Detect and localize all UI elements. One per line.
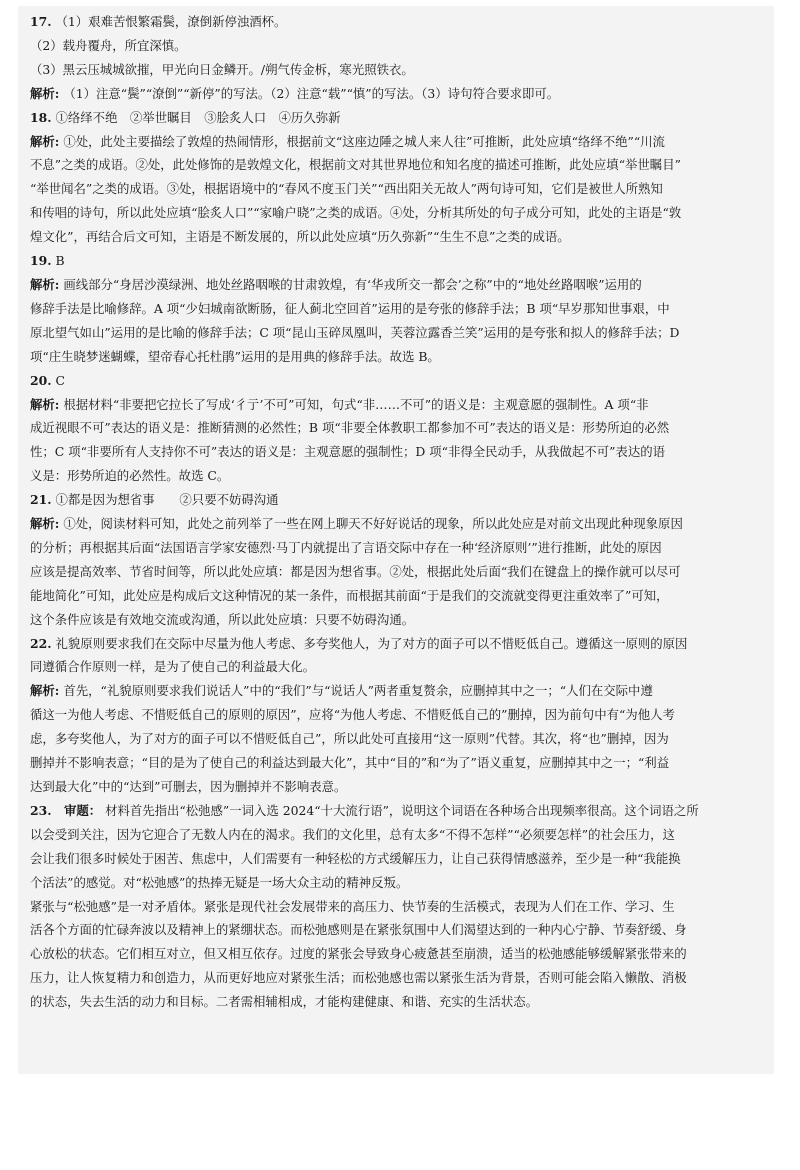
text-line bbox=[30, 488, 762, 512]
line-text: C bbox=[55, 372, 65, 388]
line-text: 压力，让人恢复精力和创造力，从而更好地应对紧张生活；而松弛感也需以紧张生活为背景，否则可能会陷入懒散、消极 bbox=[30, 970, 687, 986]
bold-label: 解析: bbox=[30, 85, 60, 101]
bold-label: 20. bbox=[30, 372, 52, 388]
line-text: ①处，此处主要描绘了敦煌的热闹情形，根据前文“这座边陲之城人来人往”可推断，此处应填“络绎不绝”“川流 bbox=[63, 133, 665, 149]
line-text: ①络绎不绝 ②举世瞩目 ③脍炙人口 ④历久弥新 bbox=[55, 109, 341, 125]
text-line bbox=[30, 799, 762, 823]
answer-sheet bbox=[18, 6, 774, 1074]
bold-label: 18. bbox=[30, 109, 52, 125]
text-line bbox=[30, 297, 762, 321]
bold-label: 17. bbox=[30, 14, 52, 29]
line-text: ①处，阅读材料可知，此处之前列举了一些在网上聊天不好好说话的现象，所以此处应是对前文出现此种现象原因 bbox=[63, 516, 683, 532]
text-line bbox=[30, 560, 762, 584]
text-line bbox=[30, 369, 762, 393]
text-line bbox=[30, 918, 762, 942]
line-text: 心放松的状态。它们相互对立，但又相互依存。过度的紧张会导致身心疲惫甚至崩溃，适当的松弛感能够缓解紧张带来的 bbox=[30, 946, 687, 962]
line-text: 礼貌原则要求我们在交际中尽量为他人考虑、多夸奖他人，为了对方的面子可以不惜贬低自己。遵循这一原则的原因 bbox=[55, 635, 688, 651]
line-text: 同遵循合作原则一样，是为了使自己的利益最大化。 bbox=[30, 659, 315, 675]
text-line bbox=[30, 464, 762, 488]
bold-label: 解析: bbox=[30, 133, 60, 149]
line-text: 活各个方面的忙碌奔波以及精神上的紧绷状态。而松弛感则是在紧张氛围中人们渴望达到的一种内心宁静、节奏舒缓、身 bbox=[30, 922, 687, 938]
bold-label: 解析: bbox=[30, 276, 60, 292]
text-line bbox=[30, 321, 762, 345]
text-line bbox=[30, 751, 762, 775]
line-text: 能地简化”可知，此处应是构成后文这种情况的某一条件，而根据其前面“于是我们的交流就变得更注重效率了”可知， bbox=[30, 587, 669, 603]
text-line bbox=[30, 727, 762, 751]
line-text: 虑，多夸奖他人，为了对方的面子可以不惜贬低自己”，所以此处可直接用“这一原则”代替。其次，将“也”删掉，因为 bbox=[30, 731, 669, 747]
line-text: 的状态，失去生活的动力和目标。二者需相辅相成，才能构建健康、和谐、充实的生活状态。 bbox=[30, 994, 539, 1010]
bold-label: 21. bbox=[30, 492, 52, 508]
line-text: （2）载舟覆舟，所宜深慎。 bbox=[30, 37, 187, 53]
text-line bbox=[30, 823, 762, 847]
line-text: 循这一为他人考虑、不惜贬低自己的原则的原因”，应将“为他人考虑、不惜贬低自己的”删掉，因为前句中有“为他人考 bbox=[30, 707, 675, 723]
line-text: 会让我们很多时候处于困苦、焦虑中，人们需要有一种轻松的方式缓解压力，让自己获得情感滋养，至少是一种“我能换 bbox=[30, 850, 681, 866]
line-text: 性；C 项“非要所有人支持你不可”表达的语义是：主观意愿的强制性；D 项“非得全民动手，从我做起不可”表达的语 bbox=[30, 444, 665, 460]
text-line bbox=[30, 82, 762, 106]
line-text: 画线部分“身居沙漠绿洲、地处丝路咽喉的甘肃敦煌，有‘华戎所交一都会’之称”中的“地处丝路咽喉”运用的 bbox=[63, 276, 642, 292]
line-text: （1）注意“鬓”“潦倒”“新停”的写法。（2）注意“载”“慎”的写法。（3）诗句符合要求即可。 bbox=[63, 85, 560, 101]
text-line bbox=[30, 34, 762, 58]
line-text: 删掉并不影响表意；“目的是为了使自己的利益达到最大化”，其中“目的”和“为了”语义重复，应删掉其中之一；“利益 bbox=[30, 755, 670, 771]
line-text: （3）黑云压城城欲摧，甲光向日金鳞开。/朔气传金柝，寒光照铁衣。 bbox=[30, 61, 414, 77]
text-line bbox=[30, 393, 762, 417]
line-text: 个活法”的感觉。对“松弛感”的热捧无疑是一场大众主动的精神反叛。 bbox=[30, 874, 409, 890]
text-line bbox=[30, 10, 762, 34]
text-line bbox=[30, 512, 762, 536]
bold-label: 19. bbox=[30, 253, 52, 269]
text-line bbox=[30, 106, 762, 130]
line-text: 不息”之类的成语。②处，此处修饰的是敦煌文化，根据前文对其世界地位和知名度的描述可推断，此处应填“举世瞩目” bbox=[30, 157, 681, 173]
line-text: 以会受到关注，因为它迎合了无数人内在的渴求。我们的文化里，总有太多“不得不怎样”“必须要怎样”的社会压力，这 bbox=[30, 826, 675, 842]
line-text: “举世闻名”之类的成语。③处，根据语境中的“春风不度玉门关”“西出阳关无故人”两句诗可知，它们是被世人所熟知 bbox=[30, 181, 663, 197]
line-text: 项“庄生晓梦迷蝴蝶，望帝春心托杜鹃”运用的是用典的修辞手法。故选 B。 bbox=[30, 348, 440, 364]
text-line bbox=[30, 632, 762, 656]
line-text: 煌文化”，再结合后文可知，主语是不断发展的，所以此处应填“历久弥新”“生生不息”之类的成语。 bbox=[30, 229, 570, 245]
text-line bbox=[30, 679, 762, 703]
bold-label: 23. 审题： bbox=[30, 802, 102, 818]
line-text: 修辞手法是比喻修辞。A 项“少妇城南欲断肠，征人蓟北空回首”运用的是夸张的修辞手法；B 项“早岁那知世事艰，中 bbox=[30, 300, 670, 316]
text-line bbox=[30, 584, 762, 608]
text-line bbox=[30, 58, 762, 82]
text-line bbox=[30, 536, 762, 560]
text-line bbox=[30, 225, 762, 249]
line-text: 应该是提高效率、节省时间等，所以此处应填：都是因为想省事。②处，根据此处后面“我们在键盘上的操作就可以尽可 bbox=[30, 563, 681, 579]
text-line bbox=[30, 201, 762, 225]
text-line bbox=[30, 273, 762, 297]
line-text: 紧张与“松弛感”是一对矛盾体。紧张是现代社会发展带来的高压力、快节奏的生活模式，表现为人们在工作、学习、生 bbox=[30, 898, 675, 914]
text-line bbox=[30, 416, 762, 440]
line-text: 和传唱的诗句，所以此处应填“脍炙人口”“家喻户晓”之类的成语。④处，分析其所处的句子成分可知，此处的主语是“敦 bbox=[30, 205, 682, 221]
line-text: 的分析；再根据其后面“法国语言学家安德烈·马丁内就提出了言语交际中存在一种‘经济原则’”进行推断，此处的原因 bbox=[30, 539, 662, 555]
text-line bbox=[30, 345, 762, 369]
text-line bbox=[30, 608, 762, 632]
line-text: B bbox=[55, 253, 65, 269]
bold-label: 22. bbox=[30, 635, 52, 651]
text-line bbox=[30, 703, 762, 727]
line-text: （1）艰难苦恨繁霜鬓，潦倒新停浊酒杯。 bbox=[55, 14, 287, 29]
line-text: 达到最大化”中的“达到”可删去，因为删掉并不影响表意。 bbox=[30, 779, 347, 794]
text-line bbox=[30, 177, 762, 201]
line-text: 成近视眼不可”表达的语义是：推断猜测的必然性；B 项“非要全体教职工都参加不可”表达的语义是：形势所迫的必然 bbox=[30, 420, 670, 436]
text-line bbox=[30, 871, 762, 895]
line-text: 根据材料“非要把它拉长了写成‘彳亍’不可”可知，句式“非……不可”的语义是：主观意愿的强制性。A 项“非 bbox=[63, 396, 649, 412]
bold-label: 解析: bbox=[30, 396, 60, 412]
text-line bbox=[30, 847, 762, 871]
line-text: 原北望气如山”运用的是比喻的修辞手法；C 项“昆山玉碎凤凰叫，芙蓉泣露香兰笑”运用的是夸张和拟人的修辞手法；D bbox=[30, 324, 680, 340]
line-text: 义是：形势所迫的必然性。故选 C。 bbox=[30, 468, 230, 484]
text-line bbox=[30, 655, 762, 679]
text-line bbox=[30, 130, 762, 154]
text-line bbox=[30, 966, 762, 990]
line-text: 材料首先指出“松弛感”一词入选 2024“十大流行语”，说明这个词语在各种场合出现频率很高。这个词语之所 bbox=[105, 802, 699, 818]
text-line bbox=[30, 942, 762, 966]
text-line bbox=[30, 990, 762, 1014]
bold-label: 解析: bbox=[30, 516, 60, 532]
text-line bbox=[30, 440, 762, 464]
bold-label: 解析: bbox=[30, 683, 60, 699]
text-line bbox=[30, 153, 762, 177]
line-text: ①都是因为想省事 ②只要不妨碍沟通 bbox=[55, 492, 279, 508]
text-line bbox=[30, 775, 762, 799]
text-line bbox=[30, 895, 762, 919]
line-text: 首先，“礼貌原则要求我们说话人”中的“我们”与“说话人”两者重复赘余，应删掉其中之一；“人们在交际中遵 bbox=[63, 683, 653, 699]
line-text: 这个条件应该是有效地交流或沟通，所以此处应填：只要不妨碍沟通。 bbox=[30, 611, 415, 627]
text-line bbox=[30, 249, 762, 273]
